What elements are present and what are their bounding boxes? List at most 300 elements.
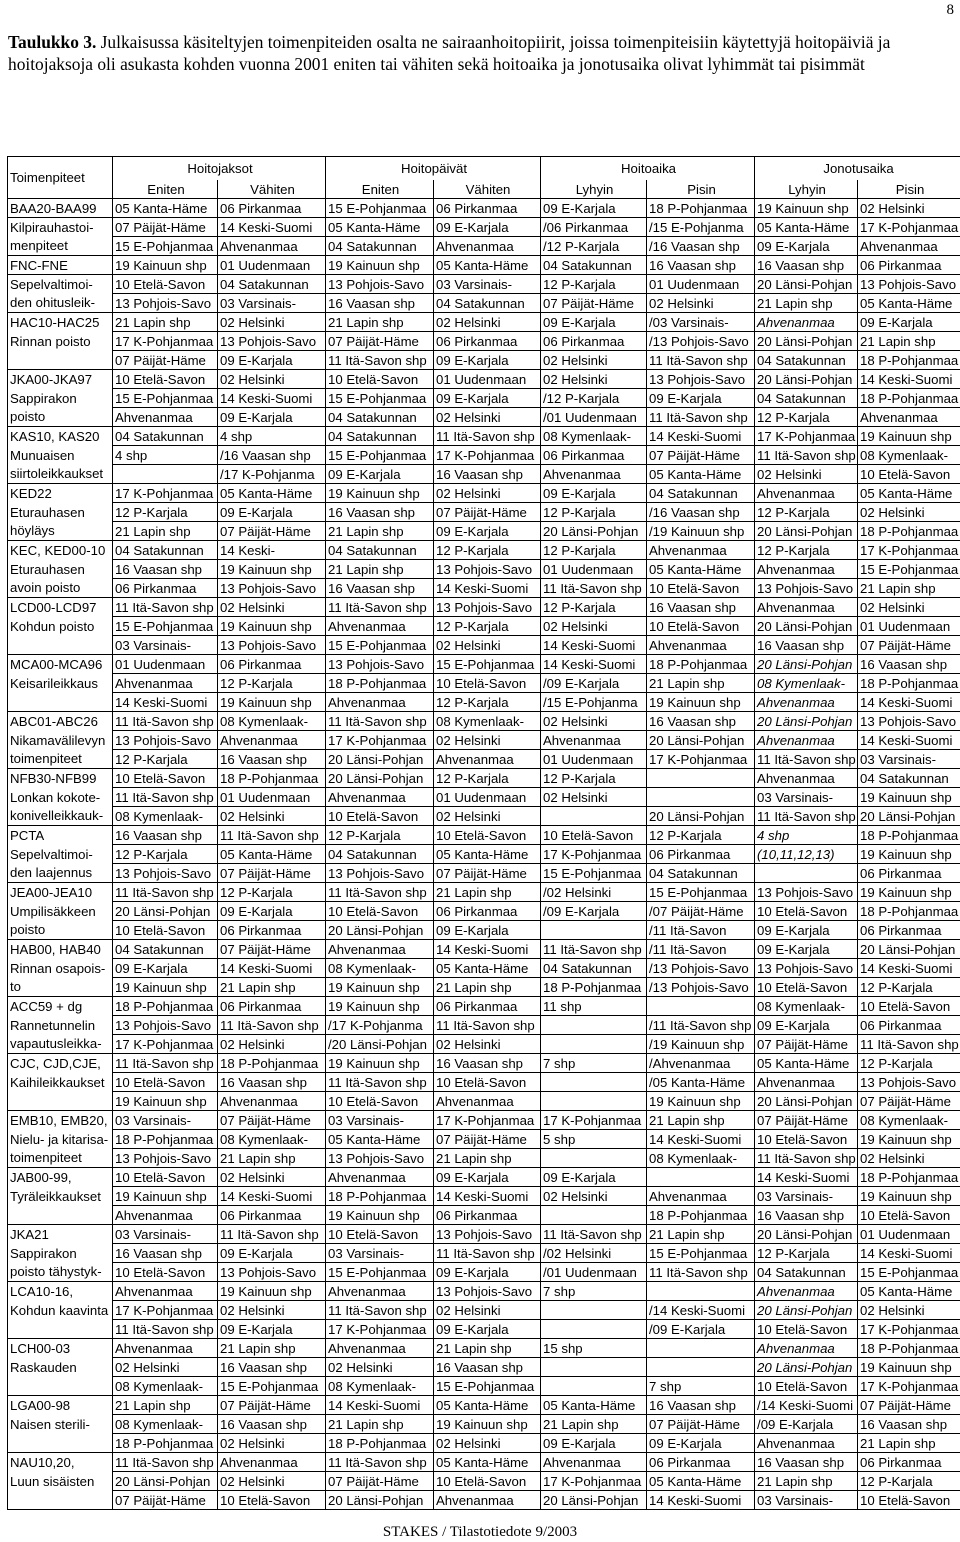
table-cell: 04 Satakunnan: [541, 959, 647, 978]
procedure-label: KEC, KED00-10: [8, 541, 113, 560]
table-cell: 18 P-Pohjanmaa: [326, 674, 434, 693]
table-cell: 19 Kainuun shp: [326, 1206, 434, 1225]
procedure-label: [8, 1092, 113, 1111]
table-cell: 21 Lapin shp: [218, 1339, 326, 1358]
procedure-label: HAC10-HAC25: [8, 313, 113, 332]
table-cell: /09 E-Karjala: [541, 674, 647, 693]
table-cell: 7 shp: [647, 1377, 755, 1396]
table-cell: 16 Vaasan shp: [858, 655, 960, 674]
table-cell: 16 Vaasan shp: [218, 1415, 326, 1434]
table-cell: 11 Itä-Savon shp: [326, 883, 434, 902]
header-sub: Pisin: [647, 180, 755, 199]
table-cell: 07 Päijät-Häme: [218, 1111, 326, 1130]
table-cell: 08 Kymenlaak-: [858, 446, 960, 465]
procedure-label: den ohitusleik-: [8, 294, 113, 313]
table-cell: 10 Etelä-Savon: [326, 1092, 434, 1111]
table-cell: /Ahvenanmaa: [647, 1054, 755, 1073]
table-cell: [541, 1092, 647, 1111]
table-cell: 19 Kainuun shp: [326, 256, 434, 275]
table-cell: 16 Vaasan shp: [218, 1358, 326, 1377]
table-cell: 01 Uudenmaan: [647, 275, 755, 294]
table-cell: 18 P-Pohjanmaa: [541, 978, 647, 997]
table-cell: 02 Helsinki: [541, 712, 647, 731]
header-jonotusaika: Jonotusaika: [755, 157, 960, 181]
table-row: [8, 1206, 960, 1225]
table-cell: 03 Varsinais-: [113, 636, 218, 655]
table-cell: 5 shp: [541, 1130, 647, 1149]
table-cell: 03 Varsinais-: [113, 1225, 218, 1244]
table-cell: 21 Lapin shp: [858, 1434, 960, 1453]
table-cell: 19 Kainuun shp: [858, 883, 960, 902]
table-cell: 10 Etelä-Savon: [326, 902, 434, 921]
table-cell: 02 Helsinki: [113, 1358, 218, 1377]
table-cell: 18 P-Pohjanmaa: [113, 1434, 218, 1453]
table-cell: 14 Keski-Suomi: [647, 1491, 755, 1510]
table-cell: 15 shp: [541, 1339, 647, 1358]
table-cell: 19 Kainuun shp: [647, 693, 755, 712]
table-cell: 10 Etelä-Savon: [647, 617, 755, 636]
table-cell: 02 Helsinki: [541, 1187, 647, 1206]
table-cell: 21 Lapin shp: [647, 1225, 755, 1244]
table-row: [8, 1263, 960, 1282]
table-cell: 11 shp: [541, 997, 647, 1016]
table-cell: 01 Uudenmaan: [434, 370, 541, 389]
table-cell: 20 Länsi-Pohjan: [755, 370, 858, 389]
table-cell: Ahvenanmaa: [326, 693, 434, 712]
table-cell: 08 Kymenlaak-: [326, 1377, 434, 1396]
table-cell: 16 Vaasan shp: [755, 1206, 858, 1225]
table-cell: 04 Satakunnan: [326, 845, 434, 864]
table-cell: 12 P-Karjala: [434, 693, 541, 712]
table-cell: Ahvenanmaa: [755, 1339, 858, 1358]
table-cell: 01 Uudenmaan: [541, 560, 647, 579]
table-cell: 08 Kymenlaak-: [326, 959, 434, 978]
table-cell: 12 P-Karjala: [218, 883, 326, 902]
table-cell: 06 Pirkanmaa: [434, 902, 541, 921]
procedure-label: KED22: [8, 484, 113, 503]
table-cell: 11 Itä-Savon shp: [218, 1225, 326, 1244]
table-cell: Ahvenanmaa: [647, 1187, 755, 1206]
table-cell: 09 E-Karjala: [755, 940, 858, 959]
table-cell: 13 Pohjois-Savo: [858, 712, 960, 731]
table-cell: /17 K-Pohjanma: [326, 1016, 434, 1035]
table-cell: Ahvenanmaa: [755, 313, 858, 332]
table-cell: 07 Päijät-Häme: [647, 446, 755, 465]
table-row: [8, 959, 960, 978]
table-cell: 17 K-Pohjanmaa: [326, 1320, 434, 1339]
header-sub-row: [8, 180, 960, 199]
table-cell: 14 Keski-Suomi: [858, 731, 960, 750]
table-cell: 16 Vaasan shp: [113, 826, 218, 845]
table-cell: 02 Helsinki: [434, 484, 541, 503]
table-cell: 10 Etelä-Savon: [113, 1263, 218, 1282]
table-cell: 11 Itä-Savon shp: [113, 1453, 218, 1472]
table-row: [8, 408, 960, 427]
table-cell: /11 Itä-Savon: [647, 940, 755, 959]
table-cell: 07 Päijät-Häme: [218, 1396, 326, 1415]
table-cell: 15 E-Pohjanmaa: [434, 655, 541, 674]
table-cell: 11 Itä-Savon shp: [434, 1016, 541, 1035]
table-cell: 14 Keski-Suomi: [218, 389, 326, 408]
table-cell: 02 Helsinki: [218, 1035, 326, 1054]
table-cell: 10 Etelä-Savon: [326, 1225, 434, 1244]
table-cell: 4 shp: [218, 427, 326, 446]
table-cell: Ahvenanmaa: [326, 1282, 434, 1301]
table-cell: 04 Satakunnan: [434, 294, 541, 313]
table-cell: 10 Etelä-Savon: [858, 1491, 960, 1510]
table-row: [8, 522, 960, 541]
table-cell: 15 E-Pohjanmaa: [434, 1377, 541, 1396]
table-cell: 15 E-Pohjanmaa: [647, 883, 755, 902]
table-cell: 11 Itä-Savon shp: [858, 1035, 960, 1054]
table-cell: 11 Itä-Savon shp: [218, 826, 326, 845]
table-cell: 17 K-Pohjanmaa: [541, 1472, 647, 1491]
table-cell: 18 P-Pohjanmaa: [326, 1187, 434, 1206]
table-cell: 09 E-Karjala: [858, 313, 960, 332]
procedure-label: Nikamavälilevyn: [8, 731, 113, 750]
table-cell: Ahvenanmaa: [113, 1282, 218, 1301]
header-sub: Eniten: [113, 180, 218, 199]
table-cell: 12 P-Karjala: [755, 1244, 858, 1263]
table-cell: 20 Länsi-Pohjan: [755, 1225, 858, 1244]
table-cell: 16 Vaasan shp: [647, 712, 755, 731]
table-row: [8, 1358, 960, 1377]
table-cell: 16 Vaasan shp: [326, 579, 434, 598]
table-row: [8, 598, 960, 617]
table-cell: 10 Etelä-Savon: [326, 370, 434, 389]
table-cell: 14 Keski-Suomi: [434, 940, 541, 959]
table-cell: 15 E-Pohjanmaa: [113, 237, 218, 256]
table-cell: 11 Itä-Savon shp: [113, 788, 218, 807]
table-cell: 20 Länsi-Pohjan: [755, 522, 858, 541]
table-cell: 13 Pohjois-Savo: [218, 332, 326, 351]
table-cell: 05 Kanta-Häme: [218, 845, 326, 864]
table-cell: 07 Päijät-Häme: [218, 522, 326, 541]
table-cell: 18 P-Pohjanmaa: [858, 1339, 960, 1358]
table-row: [8, 1035, 960, 1054]
table-cell: 15 E-Pohjanmaa: [326, 389, 434, 408]
table-cell: 20 Länsi-Pohjan: [326, 769, 434, 788]
table-cell: 04 Satakunnan: [326, 408, 434, 427]
table-cell: [541, 1035, 647, 1054]
table-cell: 13 Pohjois-Savo: [755, 883, 858, 902]
table-cell: [755, 864, 858, 883]
table-cell: 13 Pohjois-Savo: [434, 1282, 541, 1301]
table-cell: /14 Keski-Suomi: [647, 1301, 755, 1320]
table-cell: 02 Helsinki: [434, 807, 541, 826]
table-cell: 20 Länsi-Pohjan: [326, 750, 434, 769]
table-cell: 19 Kainuun shp: [858, 1130, 960, 1149]
header-sub: Vähiten: [434, 180, 541, 199]
table-cell: 17 K-Pohjanmaa: [434, 1111, 541, 1130]
table-cell: 19 Kainuun shp: [434, 1415, 541, 1434]
procedure-label: CJC, CJD,CJE,: [8, 1054, 113, 1073]
table-cell: 02 Helsinki: [218, 313, 326, 332]
table-cell: 19 Kainuun shp: [326, 484, 434, 503]
procedure-label: Munuaisen: [8, 446, 113, 465]
table-cell: 09 E-Karjala: [434, 1320, 541, 1339]
table-cell: 07 Päijät-Häme: [326, 1472, 434, 1491]
table-cell: 19 Kainuun shp: [218, 1282, 326, 1301]
table-cell: 07 Päijät-Häme: [755, 1111, 858, 1130]
table-cell: 12 P-Karjala: [541, 275, 647, 294]
table-cell: [647, 769, 755, 788]
procedure-label: JKA21: [8, 1225, 113, 1244]
header-hoitoaika: Hoitoaika: [541, 157, 755, 181]
table-cell: 18 P-Pohjanmaa: [647, 1206, 755, 1225]
table-cell: 04 Satakunnan: [755, 1263, 858, 1282]
table-cell: 13 Pohjois-Savo: [113, 731, 218, 750]
table-cell: 05 Kanta-Häme: [858, 294, 960, 313]
table-cell: Ahvenanmaa: [755, 1434, 858, 1453]
table-cell: 02 Helsinki: [434, 1035, 541, 1054]
table-cell: 20 Länsi-Pohjan: [647, 807, 755, 826]
table-cell: 03 Varsinais-: [755, 1187, 858, 1206]
table-cell: 16 Vaasan shp: [755, 1453, 858, 1472]
table-cell: 01 Uudenmaan: [858, 1225, 960, 1244]
table-cell: 13 Pohjois-Savo: [434, 560, 541, 579]
table-cell: 13 Pohjois-Savo: [113, 1149, 218, 1168]
table-cell: [647, 1339, 755, 1358]
table-cell: 02 Helsinki: [858, 1149, 960, 1168]
procedure-label: [8, 351, 113, 370]
table-cell: 02 Helsinki: [858, 1301, 960, 1320]
header-hoitopaivat: Hoitopäivät: [326, 157, 541, 181]
table-cell: 18 P-Pohjanmaa: [326, 1434, 434, 1453]
table-cell: [541, 1377, 647, 1396]
table-cell: 12 P-Karjala: [113, 503, 218, 522]
table-cell: 10 Etelä-Savon: [113, 1073, 218, 1092]
table-cell: 18 P-Pohjanmaa: [858, 674, 960, 693]
table-cell: 09 E-Karjala: [755, 1016, 858, 1035]
table-cell: 09 E-Karjala: [434, 351, 541, 370]
table-cell: 17 K-Pohjanmaa: [858, 1377, 960, 1396]
table-row: [8, 1168, 960, 1187]
table-cell: 05 Kanta-Häme: [755, 218, 858, 237]
table-cell: 21 Lapin shp: [755, 1472, 858, 1491]
table-cell: 09 E-Karjala: [647, 389, 755, 408]
table-cell: /06 Pirkanmaa: [541, 218, 647, 237]
table-cell: 7 shp: [541, 1054, 647, 1073]
table-body: [8, 199, 960, 1510]
table-row: [8, 826, 960, 845]
table-cell: [541, 1358, 647, 1377]
table-cell: 04 Satakunnan: [326, 541, 434, 560]
procedure-label: NAU10,20,: [8, 1453, 113, 1472]
table-cell: 06 Pirkanmaa: [541, 446, 647, 465]
procedure-label: [8, 1320, 113, 1339]
table-cell: 10 Etelä-Savon: [113, 921, 218, 940]
table-cell: /07 Päijät-Häme: [647, 902, 755, 921]
table-cell: 02 Helsinki: [218, 370, 326, 389]
table-cell: 11 Itä-Savon shp: [434, 427, 541, 446]
procedure-label: [8, 1206, 113, 1225]
table-cell: Ahvenanmaa: [755, 769, 858, 788]
table-cell: 4 shp: [755, 826, 858, 845]
table-cell: 16 Vaasan shp: [434, 1054, 541, 1073]
table-cell: 04 Satakunnan: [647, 864, 755, 883]
table-cell: Ahvenanmaa: [755, 598, 858, 617]
table-cell: 05 Kanta-Häme: [434, 845, 541, 864]
table-cell: 17 K-Pohjanmaa: [113, 1301, 218, 1320]
table-cell: 11 Itä-Savon shp: [113, 1054, 218, 1073]
table-cell: 06 Pirkanmaa: [218, 1206, 326, 1225]
table-cell: 08 Kymenlaak-: [113, 1377, 218, 1396]
table-cell: [647, 997, 755, 1016]
table-cell: 13 Pohjois-Savo: [113, 864, 218, 883]
table-cell: 14 Keski-Suomi: [218, 1187, 326, 1206]
table-cell: 12 P-Karjala: [858, 1472, 960, 1491]
table-cell: 09 E-Karjala: [647, 1434, 755, 1453]
table-cell: 09 E-Karjala: [541, 484, 647, 503]
table-cell: 11 Itä-Savon shp: [755, 446, 858, 465]
table-cell: 20 Länsi-Pohjan: [647, 731, 755, 750]
table-cell: 12 P-Karjala: [434, 617, 541, 636]
table-cell: 11 Itä-Savon shp: [647, 1263, 755, 1282]
table-cell: 10 Etelä-Savon: [755, 902, 858, 921]
table-cell: 11 Itä-Savon shp: [755, 807, 858, 826]
table-cell: 21 Lapin shp: [326, 522, 434, 541]
table-cell: 06 Pirkanmaa: [647, 1453, 755, 1472]
header-toimenpiteet: Toimenpiteet: [8, 157, 113, 199]
table-cell: /11 Itä-Savon: [647, 921, 755, 940]
table-cell: 11 Itä-Savon shp: [113, 1320, 218, 1339]
procedure-label: höyläys: [8, 522, 113, 541]
procedure-label: poisto tähystyk-: [8, 1263, 113, 1282]
table-cell: 05 Kanta-Häme: [755, 1054, 858, 1073]
table-cell: /02 Helsinki: [541, 883, 647, 902]
table-cell: [113, 465, 218, 484]
procedure-label: [8, 1491, 113, 1510]
table-cell: 08 Kymenlaak-: [541, 427, 647, 446]
table-cell: 16 Vaasan shp: [434, 465, 541, 484]
table-cell: Ahvenanmaa: [434, 1092, 541, 1111]
table-cell: 04 Satakunnan: [541, 256, 647, 275]
table-cell: 07 Päijät-Häme: [218, 864, 326, 883]
table-cell: 19 Kainuun shp: [858, 427, 960, 446]
table-cell: 04 Satakunnan: [326, 427, 434, 446]
table-cell: 12 P-Karjala: [434, 769, 541, 788]
table-cell: [647, 1282, 755, 1301]
table-cell: 10 Etelä-Savon: [858, 997, 960, 1016]
table-row: [8, 750, 960, 769]
table-cell: /12 P-Karjala: [541, 237, 647, 256]
table-cell: /02 Helsinki: [541, 1244, 647, 1263]
procedure-label: Luun sisäisten: [8, 1472, 113, 1491]
table-cell: 09 E-Karjala: [434, 1168, 541, 1187]
table-cell: 11 Itä-Savon shp: [541, 940, 647, 959]
procedure-label: ABC01-ABC26: [8, 712, 113, 731]
table-cell: 02 Helsinki: [647, 294, 755, 313]
table-cell: 11 Itä-Savon shp: [113, 712, 218, 731]
table-cell: 15 E-Pohjanmaa: [113, 389, 218, 408]
table-cell: Ahvenanmaa: [113, 1206, 218, 1225]
table-cell: [647, 1168, 755, 1187]
procedure-label: HAB00, HAB40: [8, 940, 113, 959]
table-cell: /16 Vaasan shp: [647, 237, 755, 256]
procedure-label: LCH00-03: [8, 1339, 113, 1358]
table-cell: 18 P-Pohjanmaa: [218, 1054, 326, 1073]
table-cell: 06 Pirkanmaa: [858, 256, 960, 275]
table-row: [8, 1073, 960, 1092]
table-cell: [541, 1073, 647, 1092]
table-cell: 09 E-Karjala: [218, 1244, 326, 1263]
table-cell: 09 E-Karjala: [434, 389, 541, 408]
table-cell: 21 Lapin shp: [434, 978, 541, 997]
footer: STAKES / Tilastotiedote 9/2003: [382, 1524, 578, 1540]
table-cell: 18 P-Pohjanmaa: [113, 1130, 218, 1149]
procedure-label: LCA10-16,: [8, 1282, 113, 1301]
table-cell: 16 Vaasan shp: [755, 636, 858, 655]
table-cell: 10 Etelä-Savon: [647, 579, 755, 598]
table-cell: 02 Helsinki: [434, 636, 541, 655]
table-row: [8, 294, 960, 313]
table-cell: 09 E-Karjala: [326, 465, 434, 484]
table-cell: 15 E-Pohjanmaa: [858, 1263, 960, 1282]
table-row: [8, 332, 960, 351]
procedure-label: JKA00-JKA97: [8, 370, 113, 389]
procedure-label: vapautusleikka-: [8, 1035, 113, 1054]
table-cell: /01 Uudenmaan: [541, 1263, 647, 1282]
table-cell: 02 Helsinki: [218, 807, 326, 826]
table-cell: 14 Keski-Suomi: [218, 959, 326, 978]
results-table: [7, 156, 960, 1510]
table-cell: 05 Kanta-Häme: [434, 256, 541, 275]
table-cell: 02 Helsinki: [434, 1434, 541, 1453]
table-cell: 01 Uudenmaan: [218, 788, 326, 807]
table-cell: 16 Vaasan shp: [326, 503, 434, 522]
table-cell: Ahvenanmaa: [113, 1339, 218, 1358]
table-cell: 19 Kainuun shp: [113, 256, 218, 275]
table-row: [8, 883, 960, 902]
procedure-label: konivelleikkauk-: [8, 807, 113, 826]
table-cell: /16 Vaasan shp: [647, 503, 755, 522]
table-cell: 14 Keski-Suomi: [434, 1187, 541, 1206]
table-cell: 20 Länsi-Pohjan: [541, 522, 647, 541]
procedure-label: menpiteet: [8, 237, 113, 256]
table-cell: 18 P-Pohjanmaa: [858, 1168, 960, 1187]
table-cell: /11 Itä-Savon shp: [647, 1016, 755, 1035]
table-cell: 04 Satakunnan: [858, 769, 960, 788]
table-cell: 13 Pohjois-Savo: [218, 1263, 326, 1282]
table-cell: 08 Kymenlaak-: [113, 1415, 218, 1434]
table-cell: /09 E-Karjala: [755, 1415, 858, 1434]
table-cell: 02 Helsinki: [541, 617, 647, 636]
table-cell: 11 Itä-Savon shp: [326, 1453, 434, 1472]
table-cell: 20 Länsi-Pohjan: [326, 921, 434, 940]
table-cell: 12 P-Karjala: [434, 541, 541, 560]
table-cell: 05 Kanta-Häme: [434, 1453, 541, 1472]
table-row: [8, 1054, 960, 1073]
table-cell: 21 Lapin shp: [113, 313, 218, 332]
table-cell: 21 Lapin shp: [434, 1339, 541, 1358]
table-cell: 19 Kainuun shp: [113, 1187, 218, 1206]
table-cell: [541, 1320, 647, 1339]
procedure-label: LCD00-LCD97: [8, 598, 113, 617]
table-cell: 11 Itä-Savon shp: [647, 351, 755, 370]
table-cell: 03 Varsinais-: [755, 1491, 858, 1510]
table-row: [8, 1301, 960, 1320]
header-sub: Eniten: [326, 180, 434, 199]
table-cell: Ahvenanmaa: [434, 237, 541, 256]
table-cell: 20 Länsi-Pohjan: [326, 1491, 434, 1510]
procedure-label: PCTA: [8, 826, 113, 845]
table-cell: 7 shp: [541, 1282, 647, 1301]
table-cell: 12 P-Karjala: [113, 750, 218, 769]
table-row: [8, 1111, 960, 1130]
table-cell: Ahvenanmaa: [541, 1453, 647, 1472]
table-cell: 05 Kanta-Häme: [858, 1282, 960, 1301]
